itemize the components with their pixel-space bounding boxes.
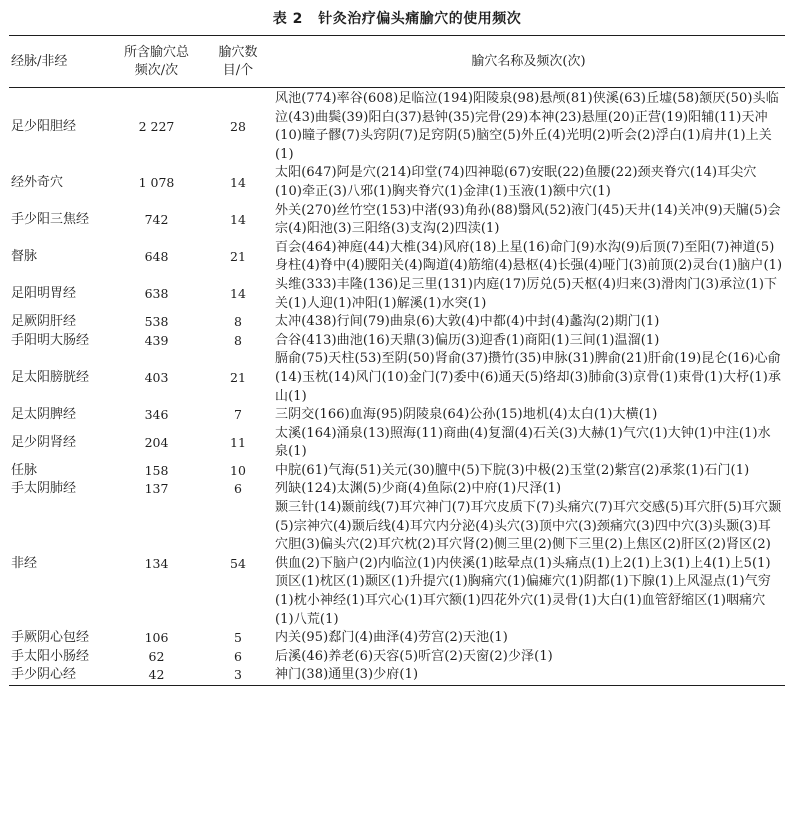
table-row [9,332,785,351]
point-names-cell: 外关(270)丝竹空(153)中渚(93)角孙(88)翳风(52)液门(45)天井(14)关冲(9)天牖(5)会宗(4)阳池(3)三阳络(3)支沟(2)四渎(1) [275,202,781,237]
header-point-count-line2: 目/个 [222,62,254,78]
table-row [9,499,785,629]
table-row [9,648,785,667]
point-names-cell: 颞三针(14)颞前线(7)耳穴神门(7)耳穴皮质下(7)头痛穴(7)耳穴交感(5)耳穴肝(5)耳穴颞(5)宗神穴(4)颞后线(4)耳穴内分泌(4)头穴(3)顶中穴(3)颈痛穴(3)四中穴(3)头颞(3)耳穴胆(3)偏头穴(2)耳穴枕(2)耳穴肾(2)侧三里(2)侧下三里(2)上焦区(2)肝区(2)肾区(2)供血(2)下脑户(2)内临泣(1)内侠溪(1)眩晕点(1)头痛点(1)上2(1)上3(1)上4(1)上5(1)顶区(1)枕区(1)颞区(1)升提穴(1)胸痛穴(1)偏瘫穴(1)阴都(1)下腺(1)上风湿点(1)气穷(1)枕小神经(1)耳穴心(1)耳穴额(1)四花外穴(1)灵骨(1)大白(1)血管舒缩区(1)咽痛穴(1)八荒(1) [275,500,782,627]
meridian-cell: 手太阳小肠经 [11,648,90,664]
total-frequency-cell: 346 [144,407,169,423]
point-names-cell: 三阴交(166)血海(95)阴陵泉(64)公孙(15)地机(4)太白(1)大横(1) [275,407,658,423]
table-row [9,164,785,201]
table-number: 表 2 [272,11,303,27]
point-names-cell: 头维(333)丰隆(136)足三里(131)内庭(17)厉兑(5)天枢(4)归来(3)滑肉门(3)承泣(1)下关(1)人迎(1)冲阳(1)解溪(1)水突(1) [275,276,778,311]
point-count-cell: 7 [234,407,242,423]
point-names-cell: 后溪(46)养老(6)天容(5)听宫(2)天窗(2)少泽(1) [275,648,553,664]
header-point-count-line1: 腧穴数 [218,44,258,60]
header-point-names: 腧穴名称及频次(次) [272,36,785,88]
total-frequency-cell: 1 078 [138,174,175,190]
meridian-cell: 非经 [11,555,38,571]
point-count-cell: 8 [234,332,242,348]
table-row [9,480,785,499]
table-row [9,276,785,313]
point-names-cell: 太阳(647)阿是穴(214)印堂(74)四神聪(67)安眠(22)鱼腰(22)颈夹脊穴(14)耳尖穴(10)牵正(3)八邪(1)胸夹脊穴(1)金津(1)玉液(1)额中穴(1) [275,165,757,199]
point-count-cell: 54 [230,555,246,571]
meridian-cell: 经外奇穴 [11,174,64,190]
header-meridian: 经脉/非经 [9,36,109,88]
meridian-cell: 足太阴脾经 [11,407,77,423]
acupoint-frequency-table [9,35,785,686]
total-frequency-cell: 106 [144,630,169,646]
point-count-cell: 14 [230,211,246,227]
point-names-cell: 内关(95)郄门(4)曲泽(4)劳宫(2)天池(1) [275,630,508,646]
meridian-cell: 督脉 [11,249,38,265]
point-count-cell: 6 [234,481,242,497]
point-count-cell: 28 [230,118,246,134]
header-total-frequency-line1: 所含腧穴总 [123,44,189,60]
meridian-cell: 手少阴心经 [9,666,109,685]
point-names-cell: 合谷(413)曲池(16)天鼎(3)偏历(3)迎香(1)商阳(1)三间(1)温溜(1) [275,332,660,348]
table-row [9,313,785,332]
point-names-cell: 神门(38)通里(3)少府(1) [272,666,785,685]
meridian-cell: 手厥阴心包经 [11,630,90,646]
header-total-frequency [109,36,204,88]
table-row [9,88,785,165]
meridian-cell: 手少阳三焦经 [11,211,90,227]
point-count-cell: 3 [204,666,272,685]
total-frequency-cell: 742 [144,211,169,227]
point-names-cell: 太冲(438)行间(79)曲泉(6)大敦(4)中都(4)中封(4)蠡沟(2)期门(1) [275,314,660,330]
total-frequency-cell: 403 [144,369,169,385]
point-count-cell: 10 [230,462,246,478]
point-names-cell: 列缺(124)太渊(5)少商(4)鱼际(2)中府(1)尺泽(1) [275,481,562,497]
meridian-cell: 足厥阴肝经 [11,314,77,330]
total-frequency-cell: 134 [144,555,169,571]
point-count-cell: 14 [230,174,246,190]
total-frequency-cell: 204 [144,434,169,450]
point-count-cell: 21 [230,249,246,265]
meridian-cell: 足太阳膀胱经 [11,369,90,385]
meridian-cell: 任脉 [11,462,38,478]
meridian-cell: 手阳明大肠经 [11,332,90,348]
table-row [9,350,785,406]
table-row [9,666,785,685]
meridian-cell: 足阳明胃经 [11,286,77,302]
point-count-cell: 5 [234,630,242,646]
total-frequency-cell: 137 [144,481,169,497]
total-frequency-cell: 62 [148,648,165,664]
table-row [9,629,785,648]
point-names-cell: 风池(774)率谷(608)足临泣(194)阳陵泉(98)悬颅(81)侠溪(63)丘墟(58)颔厌(50)头临泣(43)曲鬓(39)阳白(37)悬钟(35)完骨(29)本神(23)悬厘(20)正营(19)阳辅(11)天冲(10)瞳子髎(7)头窍阴(7)足窍阴(5)脑空(5)外丘(4)光明(2)听会(2)浮白(1)肩井(1)上关(1) [275,91,779,162]
total-frequency-cell: 538 [144,314,169,330]
point-names-cell: 太溪(164)涌泉(13)照海(11)商曲(4)复溜(4)石关(3)大赫(1)气穴(1)大钟(1)中注(1)水泉(1) [275,425,771,460]
total-frequency-cell: 648 [144,249,169,265]
total-frequency-cell: 2 227 [138,118,175,134]
table-title: 针灸治疗偏头痛腧穴的使用频次 [318,11,522,27]
point-names-cell: 膈俞(75)天柱(53)至阴(50)肾俞(37)攒竹(35)申脉(31)脾俞(21)肝俞(19)昆仑(16)心俞(14)玉枕(14)风门(10)金门(7)委中(6)通天(5)络却(3)肺俞(3)京骨(1)束骨(1)大杼(1)承山(1) [275,351,782,404]
point-count-cell: 11 [230,434,246,450]
table-header-row [9,36,785,88]
table-row [9,202,785,239]
total-frequency-cell: 638 [144,286,169,302]
point-count-cell: 14 [230,286,246,302]
header-total-frequency-line2: 频次/次 [134,62,179,78]
point-count-cell: 6 [234,648,242,664]
point-names-cell: 百会(464)神庭(44)大椎(34)风府(18)上星(16)命门(9)水沟(9)后顶(7)至阳(7)神道(5)身柱(4)脊中(4)腰阳关(4)陶道(4)筋缩(4)悬枢(4)长强(4)哑门(3)前顶(2)灵台(1)脑户(1) [275,239,783,274]
table-caption [0,8,794,28]
meridian-cell: 手太阴肺经 [11,481,77,497]
point-names-cell: 中脘(61)气海(51)关元(30)膻中(5)下脘(3)中极(2)玉堂(2)紫宫(2)承浆(1)石门(1) [275,462,750,478]
table-row [9,239,785,276]
table-body [9,88,785,686]
total-frequency-cell: 439 [144,332,169,348]
header-point-count [204,36,272,88]
total-frequency-cell: 42 [109,666,204,685]
meridian-cell: 足少阳胆经 [11,118,77,134]
table-row [9,406,785,425]
table-row [9,425,785,462]
meridian-cell: 足少阴肾经 [11,434,77,450]
table-row [9,462,785,481]
point-count-cell: 21 [230,369,246,385]
point-count-cell: 8 [234,314,242,330]
total-frequency-cell: 158 [144,462,169,478]
